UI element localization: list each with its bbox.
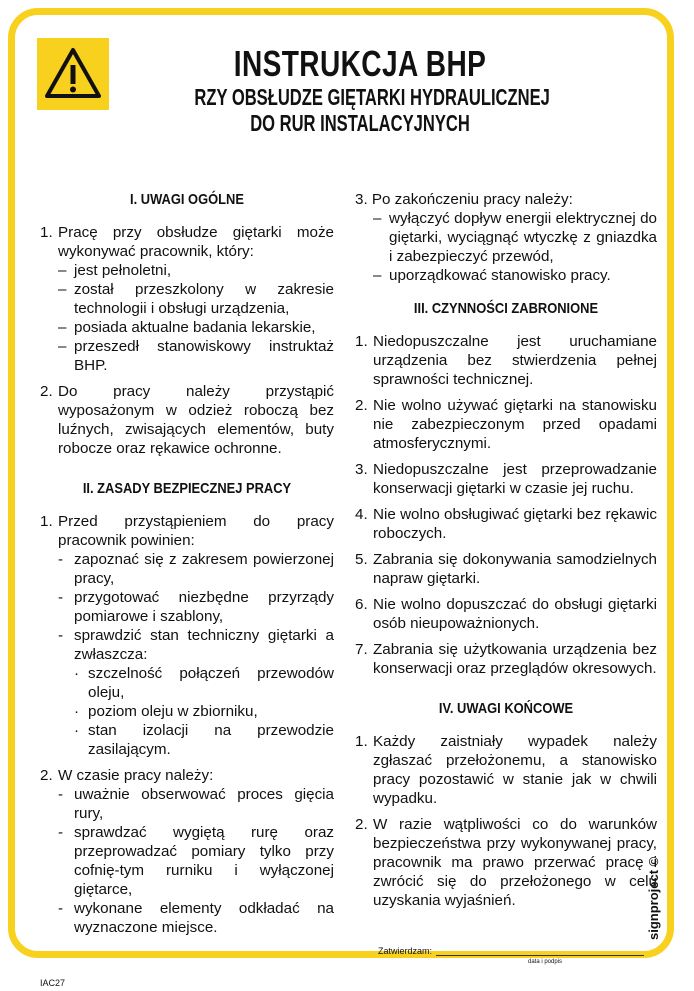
subtitle-line-2: DO RUR INSTALACYJNYCH [250, 110, 470, 136]
list-item: 3. Po zakończeniu pracy należy: [355, 191, 573, 208]
list-item: 2. W czasie pracy należy: - uważnie obserwować proces gięcia rury, - sprawdzać wygiętą rurę oraz przeprowadzać pomiary tylko przy cofnię-tym rurniku i wyłączonej giętarce, - wykonane elementy odkładać na wyznaczone miejsce. [40, 767, 334, 936]
list-item: 1. Przed przystąpieniem do pracy pracownik powinien: - zapoznać się z zakresem powierzonej pracy, - przygotować niezbędne przyrządy pomiarowe i szablony, - sprawdzić stan techniczny giętarki a zwłaszcza: · szczelność połączeń przewodów oleju, · poziom oleju w zbiorniku, · stan izolacji na przewodzie zasilającym. [40, 513, 334, 758]
list-item: 2. Do pracy należy przystąpić wyposażonym w odzież roboczą bez luźnych, zwisających elementów, buty robocze oraz rękawice ochronne. [40, 383, 334, 457]
page-title: INSTRUKCJA BHP [233, 43, 487, 84]
approval-hint: data i podpis [528, 959, 563, 965]
list-item: 7. Zabrania się użytkowania urządzenia bez konserwacji oraz przeglądów okresowych. [355, 641, 657, 677]
list-item: 2. W razie wątpliwości co do warunków bezpieczeństwa przy wykonywanej pracy, pracownik ma prawo przerwać pracę i zwrócić się do przełożonego w celu uzyskania wyjaśnień. [355, 816, 657, 909]
section-heading: IV. UWAGI KOŃCOWE [438, 700, 574, 717]
list-item: 1. Pracę przy obsłudze giętarki może wykonywać pracownik, który: – jest pełnoletni, – został przeszkolony w zakresie technologii i obsługi urządzenia, – posiada aktualne badania lekarskie, – przeszedł stanowiskowy instruktaż BHP. [40, 224, 334, 374]
list-item: 1. Niedopuszczalne jest uruchamiane urządzenia bez stwierdzenia pełnej sprawności technicznej. [355, 333, 657, 388]
left-column [40, 190, 334, 944]
list-item: 5. Zabrania się dokonywania samodzielnych napraw giętarki. [355, 551, 657, 587]
sign-code: IAC27 [40, 978, 66, 988]
section-heading: III. CZYNNOŚCI ZABRONIONE [413, 300, 599, 317]
section-heading: II. ZASADY BEZPIECZNEJ PRACY [82, 480, 292, 497]
warning-triangle-icon [37, 38, 109, 110]
approval-label: Zatwierdzam: [378, 946, 433, 956]
list-item: 1. Każdy zaistniały wypadek należy zgłaszać przełożonemu, a stanowisko pracy pozostawić w stanie jak w chwili wypadku. [355, 733, 657, 807]
list-item: 2. Nie wolno używać giętarki na stanowisku nie zabezpieczonym przed opadami atmosferycznymi. [355, 397, 657, 452]
list-item: 4. Nie wolno obsługiwać giętarki bez rękawic roboczych. [355, 506, 657, 542]
sign-title-block [130, 44, 590, 136]
subtitle-line-1: RZY OBSŁUDZE GIĘTARKI HYDRAULICZNEJ [194, 84, 550, 110]
list-item: 6. Nie wolno dopuszczać do obsługi giętarki osób nieupoważnionych. [355, 596, 657, 632]
right-column: 3. Po zakończeniu pracy należy: – wyłączyć dopływ energii elektrycznej do giętarki, wyciągnąć wtyczkę z gniazdka i zabezpieczyć przewód, – uporządkować stanowisko pracy. III. CZYNNOŚCI ZABRONIONE 1. Niedopuszczalne jest uruchamiane urządzenia bez stwierdzenia pełnej sprawności technicznej. 2. Nie wolno używać giętarki na stanowisku nie zabezpieczonym przed opadami atmosferycznymi. 3. Niedopuszczalne jest przeprowadzanie konserwacji giętarki w czasie jej ruchu. 4. Nie wolno obsługiwać giętarki bez rękawic roboczych. 5. Zabrania się dokonywania samodzielnych napraw giętarki. 6. Nie wolno dopuszczać do obsługi giętarki osób nieupoważnionych. 7. Zabrania się użytkowania urządzenia bez konserwacji oraz przeglądów okresowych. IV. UWAGI KOŃCOWE 1. Każdy zaistniały wypadek należy zgłaszać przełożonemu, a stanowisko pracy pozostawić w stanie jak w chwili wypadku. 2. W razie wątpliwości co do warunków bezpieczeństwa przy wykonywanej pracy, pracownik ma prawo przerwać pracę i zwrócić się do przełożonego w celu uzyskania wyjaśnień. [355, 191, 657, 909]
list-item: 3. Niedopuszczalne jest przeprowadzanie konserwacji giętarki w czasie jej ruchu. [355, 461, 657, 497]
approval-signature-field [378, 946, 644, 965]
brand-mark: signproject © [646, 856, 661, 940]
section-heading: I. UWAGI OGÓLNE [130, 191, 244, 208]
